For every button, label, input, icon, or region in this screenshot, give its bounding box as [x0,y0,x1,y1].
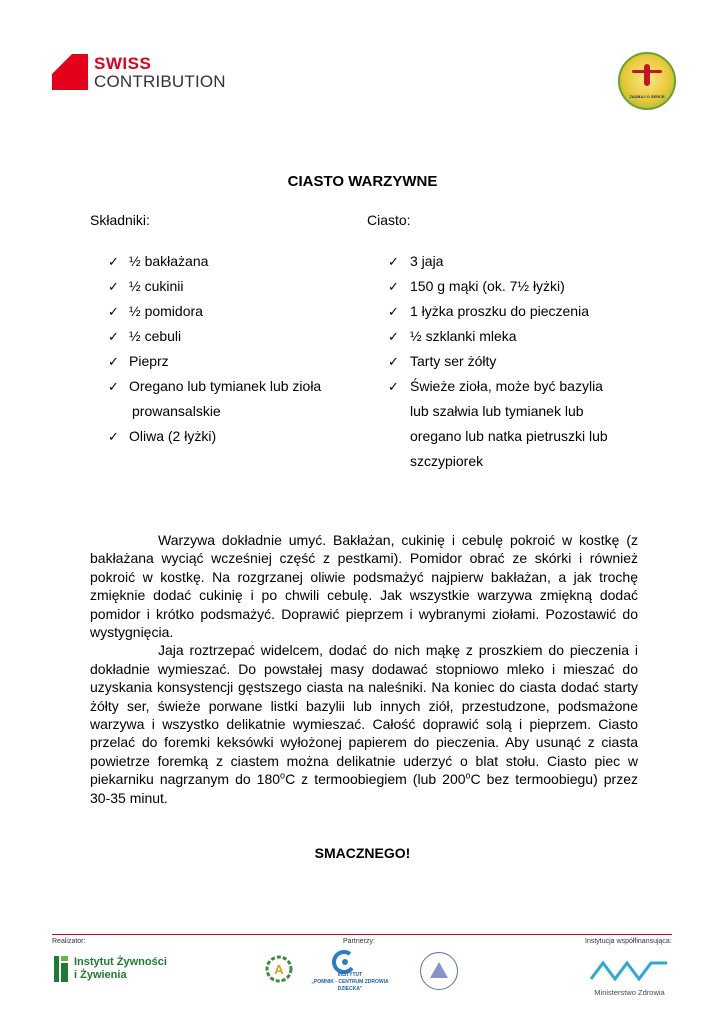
swiss-contribution-logo [52,52,232,92]
partner-seal-icon [420,952,458,990]
ingredients-list [108,249,358,449]
realizator-label: Realizator: [52,938,86,945]
checkmark-icon: ✓ [108,304,119,319]
list-item: ✓ ½ szklanki mleka [388,324,638,349]
checkmark-icon: ✓ [108,379,119,394]
funding-label: Instytucja współfinansująca: [585,938,672,945]
dough-list [388,249,638,474]
izz-logo [52,954,172,986]
badge-text: ZADBAJ O SERCE [629,94,665,99]
checkmark-icon: ✓ [108,254,119,269]
izz-name: Instytut Żywności i Żywienia [74,956,167,981]
page-title: CIASTO WARZYWNE [287,173,438,190]
checkmark-icon: ✓ [108,279,119,294]
swiss-flag-icon [52,54,88,90]
ingredients-heading: Składniki: [90,212,150,228]
badge-figure [644,64,650,86]
list-item: ✓ 1 łyżka proszku do pieczenia [388,299,638,324]
list-item: ✓ ½ cebuli [108,324,358,349]
svg-text:A: A [274,962,284,977]
list-item: ✓ ½ cukinii [108,274,358,299]
degree-mark: o [280,770,286,781]
list-item: ✓ ½ pomidora [108,299,358,324]
checkmark-icon: ✓ [388,379,399,394]
partner-wreath-logo-icon [262,952,296,986]
checkmark-icon: ✓ [108,429,119,444]
dough-heading: Ciasto: [367,212,411,228]
seal-triangle [430,962,448,978]
partners-label: Partnerzy: [343,938,375,945]
list-item: ✓ Oliwa (2 łyżki) [108,424,358,449]
footer-divider [52,934,672,935]
list-item: ✓ Tarty ser żółty [388,349,638,374]
izz-leaf-icon [52,954,70,984]
ministry-of-health-logo [587,955,672,1000]
checkmark-icon: ✓ [388,354,399,369]
degree-mark: o [465,770,471,781]
logo-line-2: CONTRIBUTION [94,72,226,91]
list-item: ✓ 3 jaja [388,249,638,274]
checkmark-icon: ✓ [388,279,399,294]
heart-campaign-badge-icon [618,52,676,110]
checkmark-icon: ✓ [108,329,119,344]
list-item: ✓ ½ bakłażana [108,249,358,274]
checkmark-icon: ✓ [108,354,119,369]
list-item: ✓ 150 g mąki (ok. 7½ łyżki) [388,274,638,299]
checkmark-icon: ✓ [388,329,399,344]
logo-line-1: SWISS [94,54,152,73]
checkmark-icon: ✓ [388,254,399,269]
list-item: ✓ Świeże zioła, może być bazylia lub szałwia lub tymianek lub oregano lub natka pietruszki lub szczypiorek [388,374,638,474]
ministry-name: Ministerstwo Zdrowia [594,988,665,997]
partner-institute-name: INSTYTUT „POMNIK - CENTRUM ZDROWIA DZIECKA" [311,972,389,992]
recipe-instructions [90,531,638,807]
instruction-paragraph-2: Jaja roztrzepać widelcem, dodać do nich mąkę z proszkiem do pieczenia i dokładnie wymieszać. Do powstałej masy dodawać stopniowo mleko i mieszać do uzyskania konsystencji gęstszego ciasta na naleśniki. Na koniec do ciasta dodać starty żółty ser, świeże porwane listki bazylii lub innych ziół, przestudzone, podsmażone warzywa i wszystko delikatnie wymieszać. Całość doprawić solą i pieprzem. Ciasto przelać do foremki keksówki wyłożonej papierem do pieczenia. Aby usunąć z ciasta powietrze foremką z ciastem można delikatnie uderzyć o blat stołu. Ciasto piec w piekarniku nagrzanym do 180$^o$C z termoobiegiem (lub 200$^o$C bez termoobiegu) przez 30-35 minut. [90,642,638,806]
list-item: ✓ Pieprz [108,349,358,374]
ministry-wave-icon [587,955,672,985]
list-item: ✓ Oregano lub tymianek lub zioła prowansalskie [108,374,358,424]
instruction-paragraph-1: Warzywa dokładnie umyć. Bakłażan, cukinię i cebulę pokroić w kostkę (z bakłażana wyciąć wcześniej część z pestkami). Pomidor obrać ze skórki i również pokroić w kostkę. Na rozgrzanej oliwie podsmażyć najpierw bakłażan, a jak trochę zmięknie dodać cukinię i po chwili cebulę. Jak wszystkie warzywa zmiękną dodać pomidor i krótko podsmażyć. Doprawić pieprzem i wybranymi ziołami. Pozostawić do wystygnięcia. [90,532,638,641]
closing-text: SMACZNEGO! [314,845,411,861]
checkmark-icon: ✓ [388,304,399,319]
